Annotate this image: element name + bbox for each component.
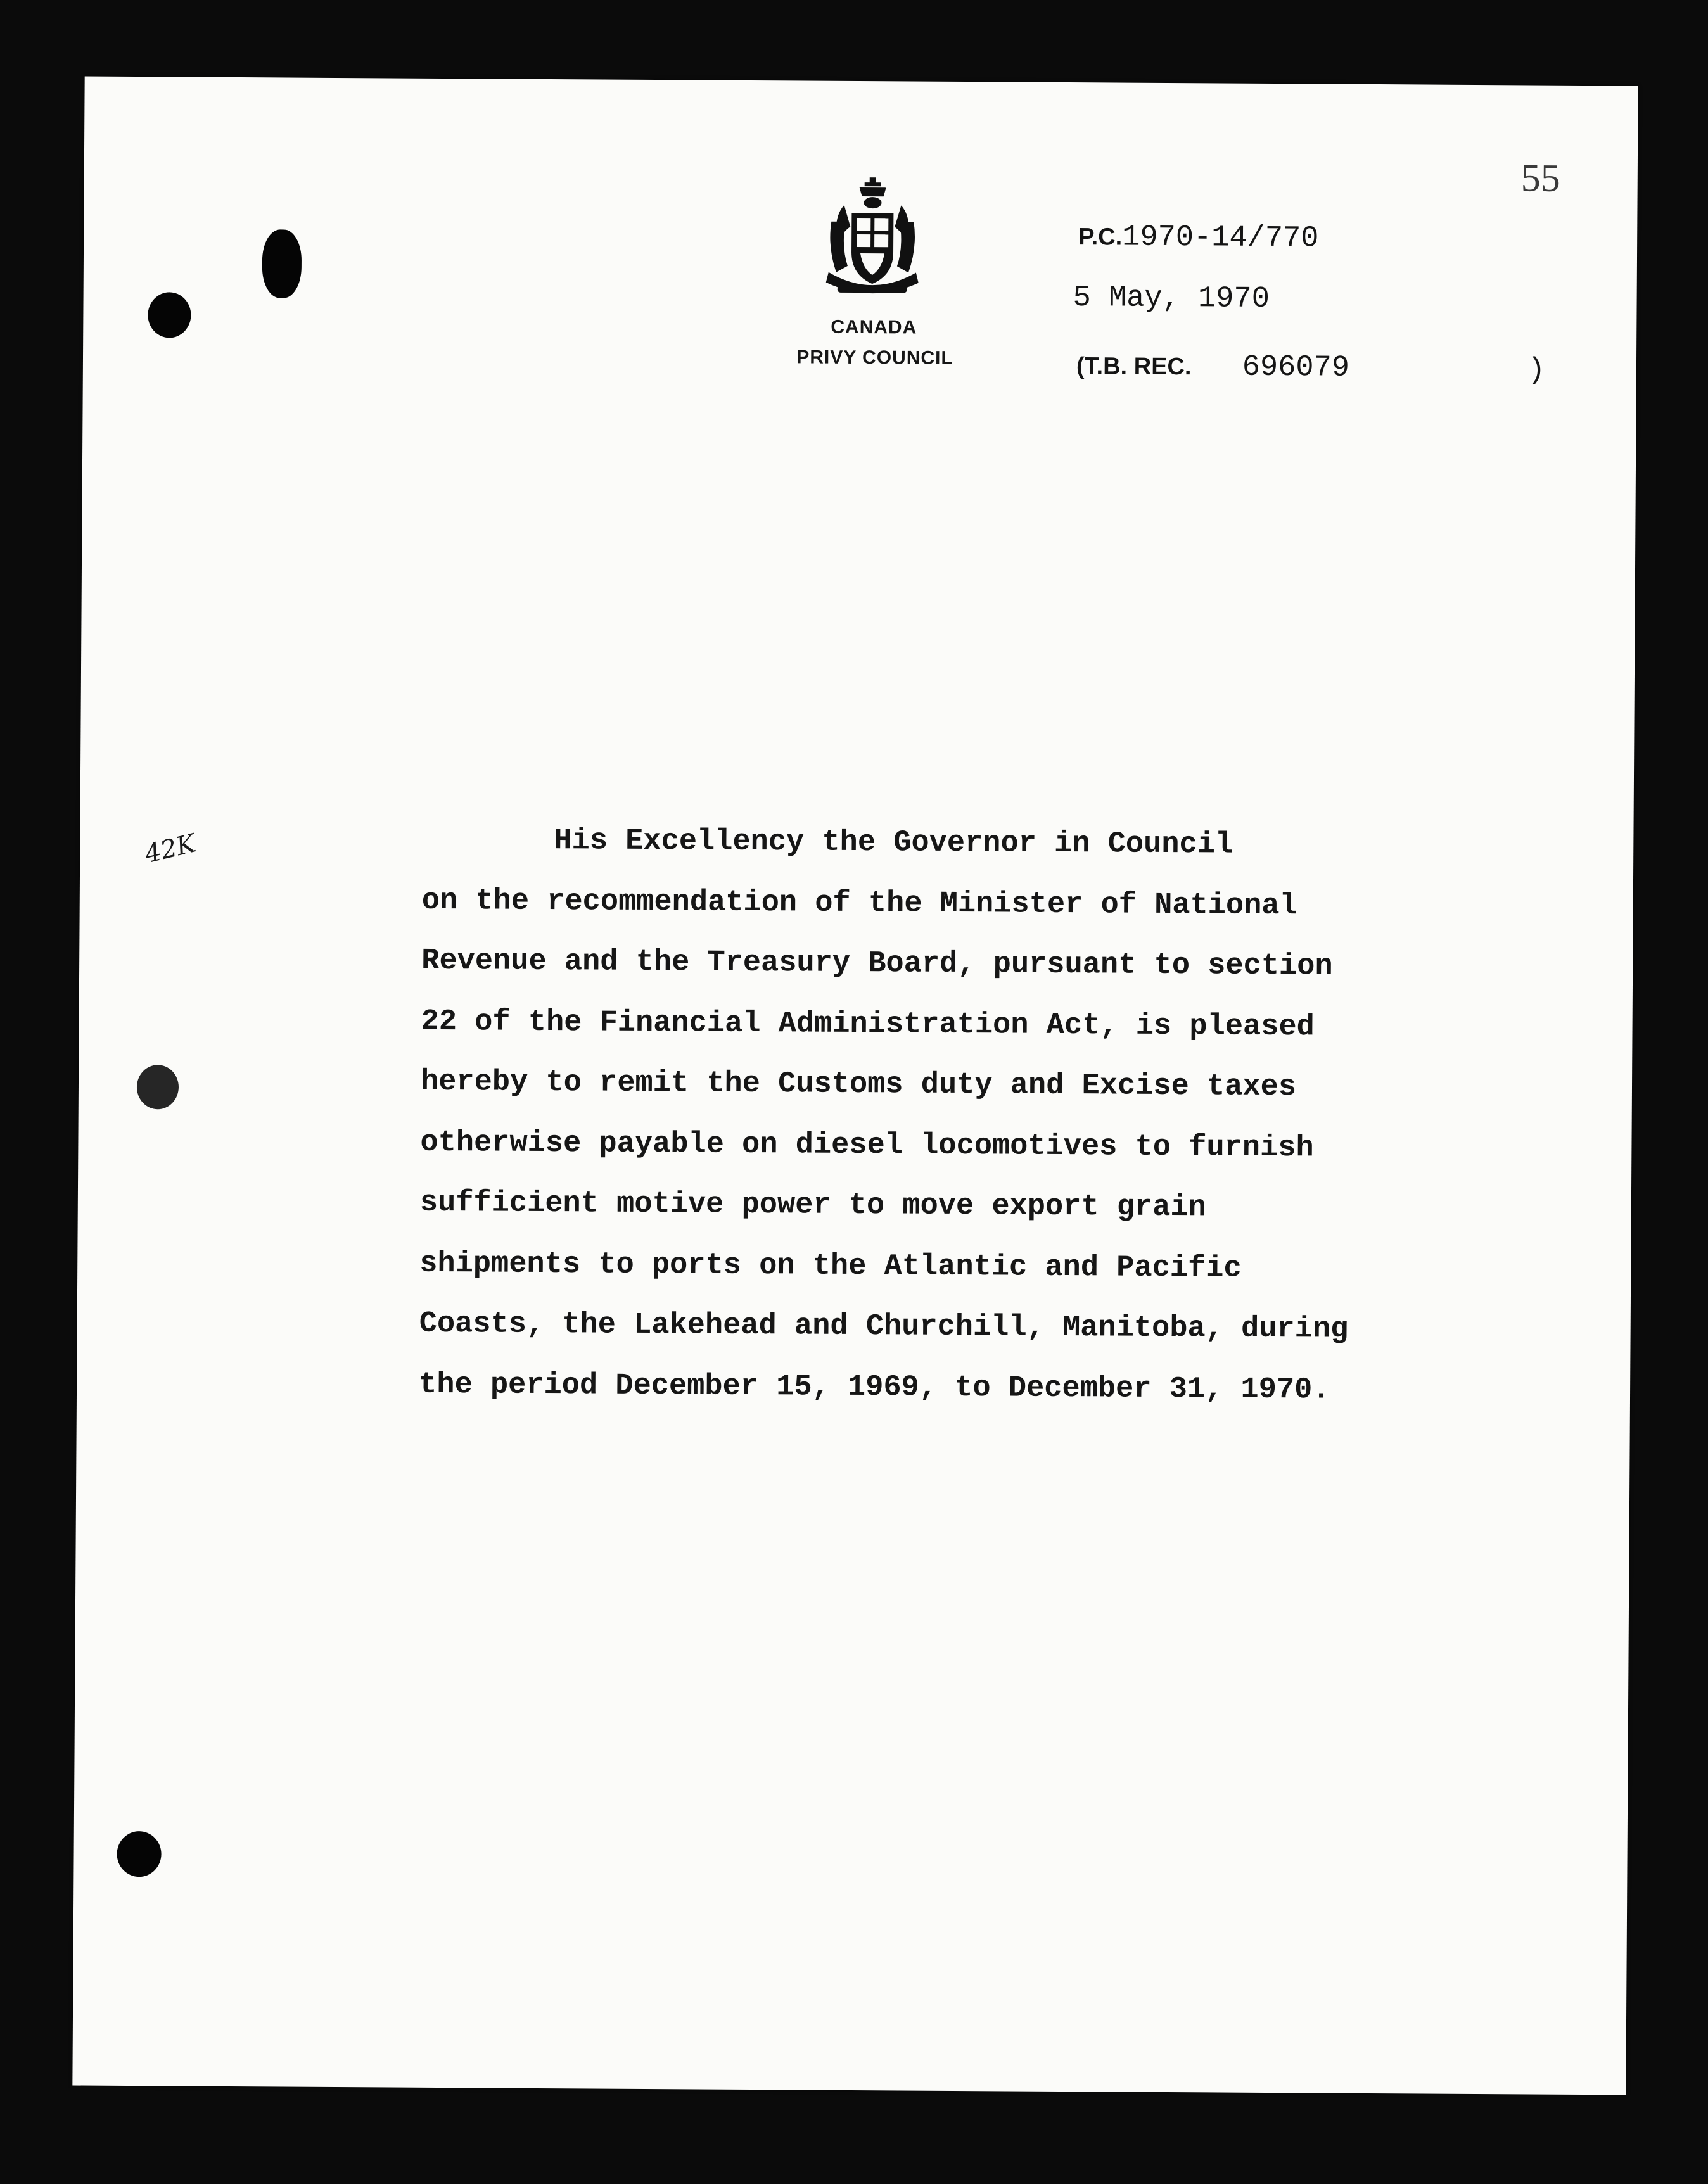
crest-caption-canada: CANADA <box>831 316 917 338</box>
body-line: hereby to remit the Customs duty and Excise taxes <box>420 1065 1297 1105</box>
body-line: His Excellency the Governor in Council <box>554 824 1233 862</box>
body-line: Revenue and the Treasury Board, pursuant to section <box>421 944 1333 984</box>
binder-hole-top <box>148 292 191 338</box>
tb-rec-label: (T.B. REC. <box>1076 353 1192 381</box>
ink-blot-mark <box>262 229 302 298</box>
crest-caption-privy-council: PRIVY COUNCIL <box>796 346 953 369</box>
pc-number: 1970-14/770 <box>1122 220 1319 256</box>
royal-arms-of-canada-icon <box>825 177 921 298</box>
handwritten-margin-note: 42K <box>141 829 199 870</box>
pc-number-line <box>1078 220 1319 255</box>
body-line: on the recommendation of the Minister of National <box>421 884 1297 923</box>
pc-label: P.C. <box>1078 224 1123 251</box>
body-line: sufficient motive power to move export grain <box>419 1186 1207 1225</box>
body-line: Coasts, the Lakehead and Churchill, Manitoba, during <box>419 1307 1349 1347</box>
tb-rec-number: 696079 <box>1242 350 1350 385</box>
body-line: shipments to ports on the Atlantic and Pacific <box>419 1247 1242 1286</box>
order-body-text <box>419 810 1462 1421</box>
order-date: 5 May, 1970 <box>1073 281 1270 316</box>
tb-rec-line <box>1076 350 1349 385</box>
document-sheet <box>72 77 1638 2095</box>
binder-hole-bottom <box>117 1831 161 1877</box>
body-line: 22 of the Financial Administration Act, is pleased <box>421 1005 1315 1044</box>
binder-hole-middle <box>137 1065 179 1109</box>
page-number: 55 <box>1520 156 1560 200</box>
body-line: otherwise payable on diesel locomotives to furnish <box>420 1126 1314 1165</box>
tb-rec-closing-paren: ) <box>1527 353 1546 388</box>
body-line: the period December 15, 1969, to December 31, 1970. <box>418 1368 1330 1407</box>
